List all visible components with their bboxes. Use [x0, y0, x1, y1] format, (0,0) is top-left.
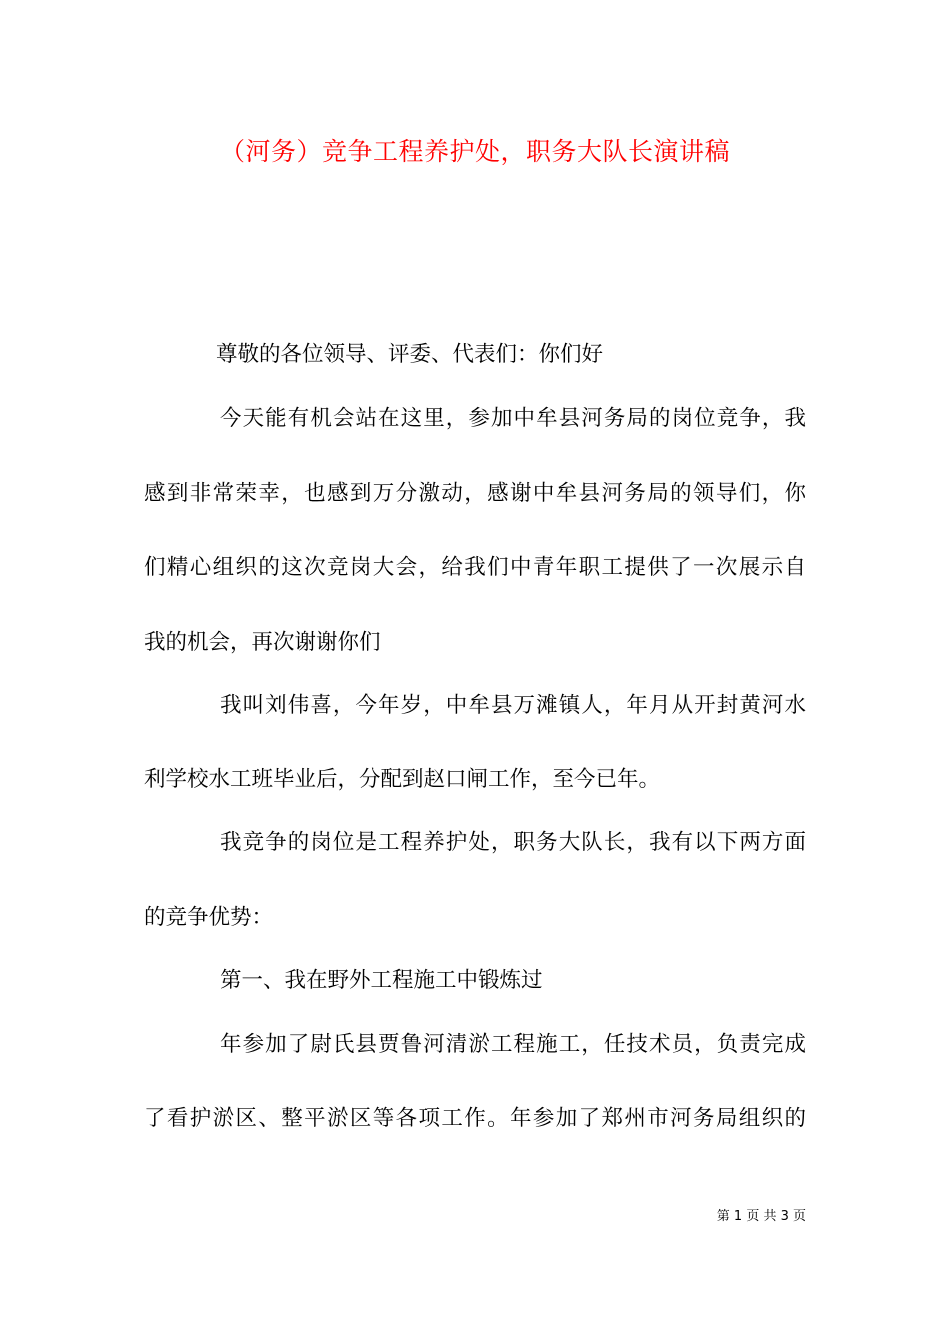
body-line: 我的机会，再次谢谢你们	[144, 630, 381, 655]
body-line: 我叫刘伟喜，今年岁，中牟县万滩镇人，年月从开封黄河水	[220, 693, 806, 718]
body-line: 的竞争优势：	[144, 905, 274, 930]
body-line: 利学校水工班毕业后，分配到赵口闸工作，至今已年。	[144, 767, 661, 792]
body-line: 年参加了尉氏县贾鲁河清淤工程施工，任技术员，负责完成	[220, 1032, 806, 1057]
body-line: 们精心组织的这次竞岗大会，给我们中青年职工提供了一次展示自	[144, 555, 806, 580]
body-line: 我竞争的岗位是工程养护处，职务大队长，我有以下两方面	[220, 830, 806, 855]
salutation-line: 尊敬的各位领导、评委、代表们：你们好	[216, 342, 604, 367]
document-title: （河务）竞争工程养护处，职务大队长演讲稿	[219, 137, 730, 166]
page-number-footer: 第 1 页 共 3 页	[716, 1209, 806, 1224]
body-line: 了看护淤区、整平淤区等各项工作。年参加了郑州市河务局组织的	[144, 1106, 806, 1131]
section-heading: 第一、我在野外工程施工中锻炼过	[220, 968, 543, 993]
body-line: 今天能有机会站在这里，参加中牟县河务局的岗位竞争，我	[220, 406, 806, 431]
body-line: 感到非常荣幸，也感到万分激动，感谢中牟县河务局的领导们，你	[144, 481, 806, 506]
